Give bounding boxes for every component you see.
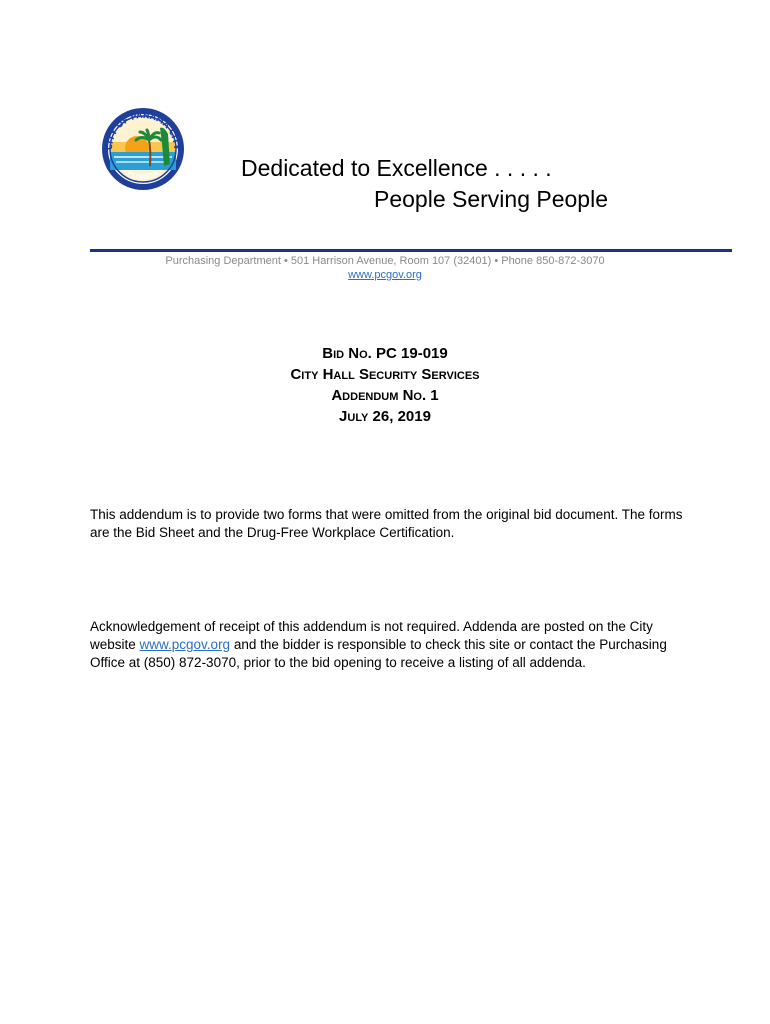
city-seal-palm-sun-icon <box>100 104 186 194</box>
bid-date: July 26, 2019 <box>339 408 431 425</box>
paragraph-forms-omitted: This addendum is to provide two forms that were omitted from the original bid document. The forms are the Bid Sheet and the Drug-Free Workplace Certification. <box>90 507 683 540</box>
header-divider <box>90 249 732 252</box>
motto-line-1: Dedicated to Excellence . . . . . <box>241 155 552 181</box>
paragraph-acknowledgement <box>90 618 690 672</box>
ack-website-link[interactable]: www.pcgov.org <box>139 637 231 652</box>
website-line <box>90 269 680 281</box>
bid-title: City Hall Security Services <box>290 366 480 383</box>
seal-arc-text-top: CITY OF PANAMA CITY <box>104 110 182 151</box>
addendum-number: Addendum No. 1 <box>331 387 439 404</box>
ack-text-end: and the bidder is responsible to check this site or contact the Purchasing Office at (850) 872-3070, prior to the bid opening to receive a listing of all addenda. <box>90 637 667 670</box>
website-link[interactable]: www.pcgov.org <box>348 269 422 281</box>
bid-heading-block <box>200 343 570 427</box>
city-seal-logo <box>100 104 186 194</box>
contact-line: Purchasing Department • 501 Harrison Avenue, Room 107 (32401) • Phone 850-872-3070 <box>165 255 605 267</box>
seal-arc-text-bottom: FLORIDA <box>125 169 161 182</box>
motto-line-2: People Serving People <box>374 186 608 212</box>
bid-number: Bid No. PC 19-019 <box>322 345 448 362</box>
ack-text-start: Acknowledgement of receipt of this addendum is not required. Addenda are posted on the City website <box>90 619 653 652</box>
